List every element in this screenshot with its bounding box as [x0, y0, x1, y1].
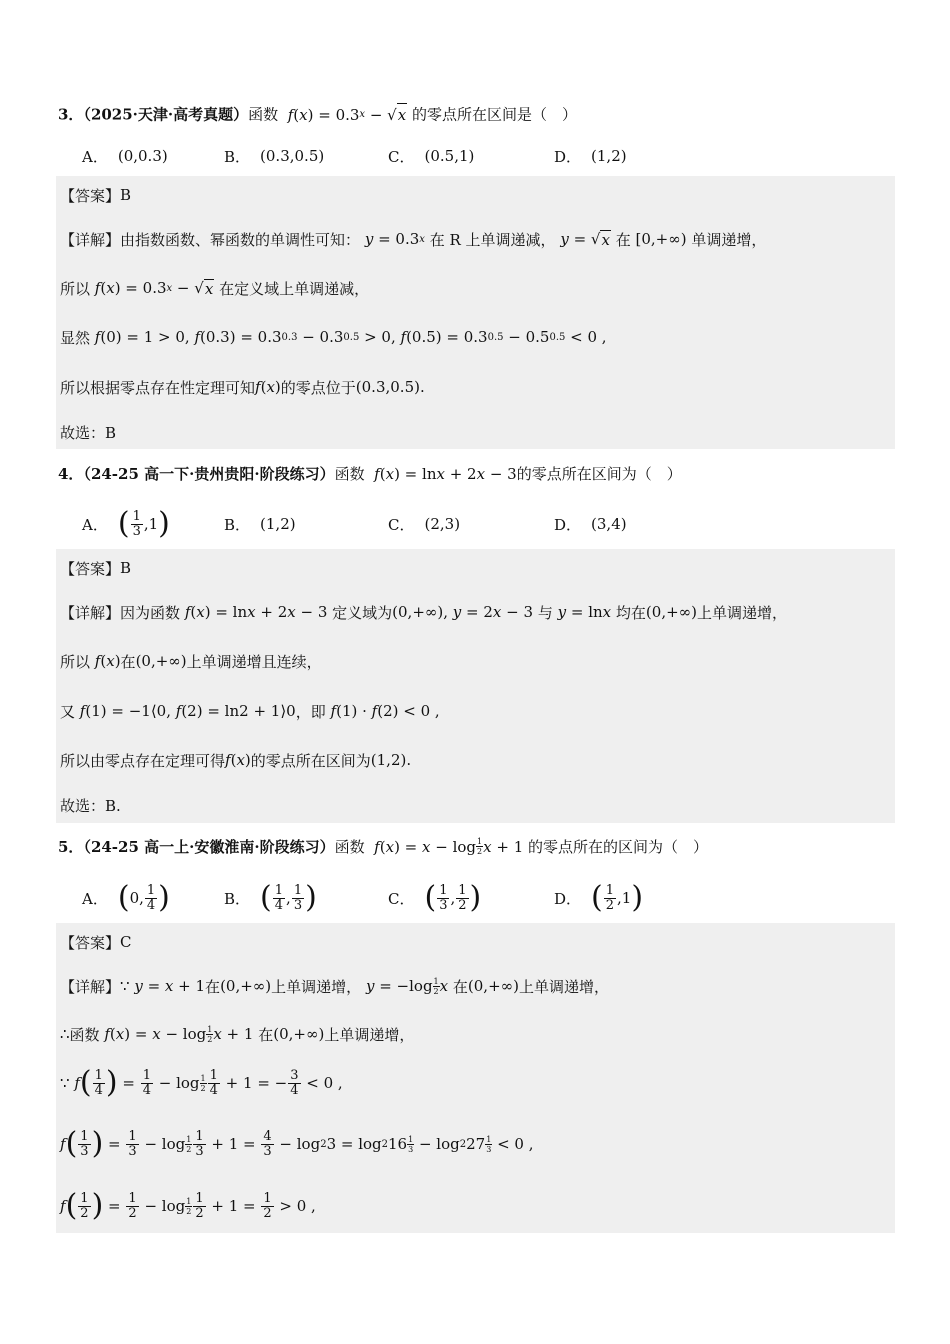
option-d[interactable]: D． (1,2) [554, 147, 627, 166]
question-4-solution [56, 549, 895, 823]
option-a[interactable]: A． ( 0, $\frac{1}{4}$ ) [82, 880, 170, 915]
detail-line-1: 【详解】 ∵ y = x + 1 在 (0,+∞) 上单调递增， y = −log $\frac{1}{2}$ x 在 (0,+∞) 上单调递增， [60, 976, 610, 996]
detail-line-4: f ( $\frac{1}{3}$ ) = $\frac{1}{3}$ − log $\frac{1}{2}$ $\frac{1}{3}$ + 1 = $\frac{4}{3}$ − log 2 3 = log 2 16 $\frac{1}{3}$ − log 2 27 $\frac{1}{3}$ < 0 , [60, 1126, 534, 1161]
detail-line-1: 【详解】 由指数函数、幂函数的单调性可知： y = 0.3 x 在 R 上单调递减， y = √ x 在 [0,+∞) 单调递增， [60, 230, 767, 249]
question-number: 5． [58, 838, 84, 856]
detail-line-4: 所以根据零点存在性定理可知 f ( x ) 的零点位于 (0.3,0.5). [60, 378, 425, 397]
detail-line-2: 所以 f ( x ) = 0.3 x − √ x 在定义域上单调递减， [60, 279, 370, 298]
question-number: 4． [58, 465, 84, 483]
function-formula: f ( x ) = ln x + 2 x − 3 [374, 465, 517, 483]
question-3-options [82, 138, 894, 174]
function-formula: f ( x ) = x − log $\frac{1}{2}$ x + 1 [374, 837, 529, 856]
option-c[interactable]: C． (0.5,1) [388, 147, 475, 166]
answer-value: B [120, 559, 132, 577]
option-c[interactable]: C． ( $\frac{1}{3}$ , $\frac{1}{2}$ ) [388, 880, 482, 915]
question-5-options [82, 880, 894, 916]
detail-line-4: 所以由零点存在定理可得 f ( x ) 的零点所在区间为 (1,2). [60, 751, 412, 770]
detail-line-3: ∵ f ( $\frac{1}{4}$ ) = $\frac{1}{4}$ − log $\frac{1}{2}$ $\frac{1}{4}$ + 1 = − $\frac{3}{4}$ < 0 , [60, 1065, 343, 1100]
detail-line-3: 又 f (1) = −1⟨0, f (2) = ln2 + 1⟩0 ，即 f (1) · f (2) < 0 , [60, 702, 440, 721]
answer-value: B [120, 186, 132, 204]
option-a[interactable]: A． (0,0.3) [82, 147, 168, 166]
question-source: （24-25 高一上·安徽淮南·阶段练习） [83, 838, 335, 856]
function-formula: f ( x ) = 0.3 x − √ x [283, 103, 412, 126]
answer-value: C [120, 933, 132, 951]
question-5-stem: 5．（24-25 高一上·安徽淮南·阶段练习）函数 f ( x ) = x − log $\frac{1}{2}$ x + 1 的零点所在的区间为（ ） [58, 837, 709, 856]
option-a[interactable]: A． ( $\frac{1}{3}$ ,1 ) [82, 506, 170, 541]
option-c[interactable]: C． (2,3) [388, 515, 461, 534]
question-4-options [82, 506, 894, 542]
option-b[interactable]: B． ( $\frac{1}{4}$ , $\frac{1}{3}$ ) [224, 880, 317, 915]
option-d[interactable]: D． (3,4) [554, 515, 627, 534]
detail-conclusion: 故选：B. [60, 796, 121, 815]
option-d[interactable]: D． ( $\frac{1}{2}$ ,1 ) [554, 880, 644, 915]
detail-line-5: f ( $\frac{1}{2}$ ) = $\frac{1}{2}$ − log $\frac{1}{2}$ $\frac{1}{2}$ + 1 = $\frac{1}{2}$ > 0 , [60, 1188, 316, 1223]
question-source: （24-25 高一下·贵州贵阳·阶段练习） [83, 465, 335, 483]
answer-line: 【答案】 C [60, 933, 132, 952]
question-3-solution [56, 176, 895, 449]
question-number: 3． [58, 105, 84, 124]
answer-line: 【答案】 B [60, 186, 132, 205]
question-4-stem: 4．（24-25 高一下·贵州贵阳·阶段练习）函数 f ( x ) = ln x + 2 x − 3的零点所在区间为（ ） [58, 465, 682, 483]
answer-line: 【答案】 B [60, 559, 132, 578]
question-5-solution [56, 923, 895, 1233]
detail-conclusion: 故选：B [60, 423, 117, 442]
option-b[interactable]: B． (1,2) [224, 515, 296, 534]
detail-line-3: 显然 f (0) = 1 > 0, f (0.3) = 0.3 0.3 − 0.3 0.5 > 0, f (0.5) = 0.3 0.5 − 0.5 0.5 < 0 , [60, 328, 607, 347]
option-b[interactable]: B． (0.3,0.5) [224, 147, 325, 166]
question-3-stem: 3．（2025·天津·高考真题）函数 f ( x ) = 0.3 x − √ x 的零点所在区间是（ ） [58, 103, 894, 126]
detail-line-2: 所以 f ( x ) 在 (0,+∞) 上单调递增且连续， [60, 652, 322, 671]
detail-line-2: ∴ 函数 f ( x ) = x − log $\frac{1}{2}$ x + 1 在 (0,+∞) 上单调递增， [60, 1024, 415, 1044]
question-source: （2025·天津·高考真题） [83, 105, 249, 124]
detail-line-1: 【详解】 因为函数 f ( x ) = ln x + 2 x − 3 定义域为 (0,+∞), y = 2 x − 3 与 y = ln x 均在 (0,+∞) 上单调递增， [60, 603, 788, 622]
